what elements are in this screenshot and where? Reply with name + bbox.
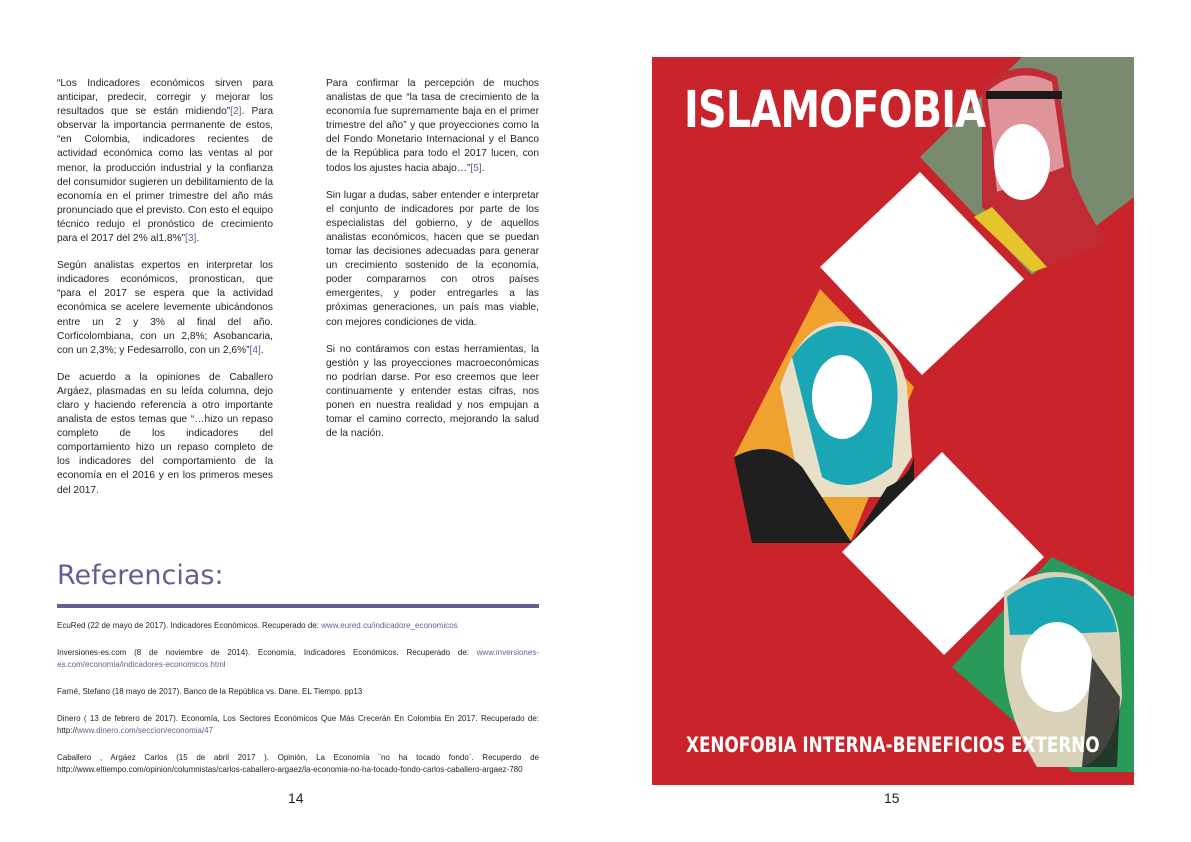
- reference-link[interactable]: www.eured.cu/indicadore_economicos: [321, 621, 458, 630]
- citation-link[interactable]: [4]: [249, 344, 261, 356]
- references-heading: Referencias:: [57, 560, 224, 591]
- reference-item: Caballero , Argáez Carlos (15 de abril 2017 ). Opinión, La Economía ¨no ha tocado fondo¨. Recuperdo de http://www.eltiempo.com/opinion/columnistas/carlos-caballero-argaez/la-economia-no-ha-tocado-fondo-carlos-caballero-argaez-780: [57, 753, 539, 774]
- text-column-left: [57, 77, 273, 511]
- page-number-right: 15: [884, 790, 900, 806]
- paragraph: “Los Indicadores económicos sirven para anticipar, predecir, corregir y mejorar los resultados que se están midiendo”[2]. Para observar la importancia permanente de estos, “en Colombia, indicadores recientes de actividad económica como las ventas al por menor, la producción industrial y la confianza del consumidor sugieren un debilitamiento de la economía en el primer trimestre del año más pronunciado que el previsto. Con esto el equipo técnico redujo el pronóstico de crecimiento para el 2017 del 2% al1.8%”[3].: [57, 78, 273, 245]
- citation-link[interactable]: [2]: [230, 106, 242, 118]
- cover-poster: [652, 57, 1134, 785]
- cover-subtitle: EN ESTADOS UNIDOS: [1008, 378, 1106, 462]
- reference-link[interactable]: www.inversiones-es.com/economia/indicadores-economicos.html: [57, 648, 539, 669]
- reference-item: Inversiones-es.com (8 de noviembre de 2014). Economía, Indicadores Económicos. Recuperado de: www.inversiones-es.com/economia/indicadores-economicos.html: [57, 648, 539, 669]
- text-column-right: [326, 77, 539, 454]
- citation-link[interactable]: [3]: [185, 233, 197, 245]
- reference-link[interactable]: www.dinero.com/seccion/economia/47: [77, 726, 214, 735]
- reference-item: Dinero ( 13 de febrero de 2017). Economía, Los Sectores Económicos Que Más Crecerán En Colombia En 2017. Recuperado de: http://www.dinero.com/seccion/economia/47: [57, 714, 539, 735]
- citation-link[interactable]: [5]: [470, 162, 482, 174]
- cover-title: ISLAMOFOBIA: [684, 81, 986, 140]
- reference-item: EcuRed (22 de mayo de 2017). Indicadores Económicos. Recuperado de: www.eured.cu/indicadore_economicos: [57, 621, 458, 630]
- reference-item: Farné, Stefano (18 mayo de 2017). Banco de la República vs. Dane. EL Tiempo. pp13: [57, 687, 363, 696]
- paragraph: Sin lugar a dudas, saber entender e interpretar el conjunto de indicadores por parte de los especialistas del gobierno, y de aquellos analistas económicos, hacen que se puedan tomar las decisiones adecuadas para generar un crecimiento sostenido de la economía, poder compararnos con otros países emergentes, y poder entregarles a las próximas generaciones, un país mas viable, con mejores condiciones de vida.: [326, 189, 539, 328]
- references-list: [57, 620, 539, 791]
- cover-footer: XENOFOBIA INTERNA-BENEFICIOS EXTERNO: [686, 733, 1100, 757]
- page-number-left: 14: [288, 790, 304, 806]
- paragraph: Si no contáramos con estas herramientas, la gestión y las proyecciones macroeconómicas no podrían darse. Por eso creemos que leer continuamente y entender estas cifras, nos ponen en nuestra realidad y nos empujan a tomar el camino correcto, mejorando la salud de la nación.: [326, 343, 539, 440]
- paragraph: Según analistas expertos en interpretar los indicadores económicos, pronostican, que “para el 2017 se espera que la actividad económica se acelere levemente ubicándonos entre un 2 y 3% al final del año. Corficolombiana, con un 2,8%; Asobancaria, con un 2,3%; y Fedesarrollo, con un 2,6%”[4].: [57, 260, 273, 356]
- references-divider: [57, 604, 539, 608]
- paragraph: Para confirmar la percepción de muchos analistas de que “la tasa de crecimiento de la economía fue supremamente baja en el primer trimestre del año” y que proyecciones como la del Fondo Monetario Internacional y el Banco de la República para todo el 2017 lucen, con todos los ajustes hacia abajo…”[5].: [326, 78, 539, 174]
- paragraph: De acuerdo a la opiniones de Caballero Argáez, plasmadas en su leída columna, dejo claro y haciendo referencia a otro importante analista de estos temas que “…hizo un repaso completo de los indicadores del comportamiento hizo un repaso completo de los indicadores del comportamiento de la economía en el 2016 y en los primeros meses del 2017.: [57, 371, 273, 496]
